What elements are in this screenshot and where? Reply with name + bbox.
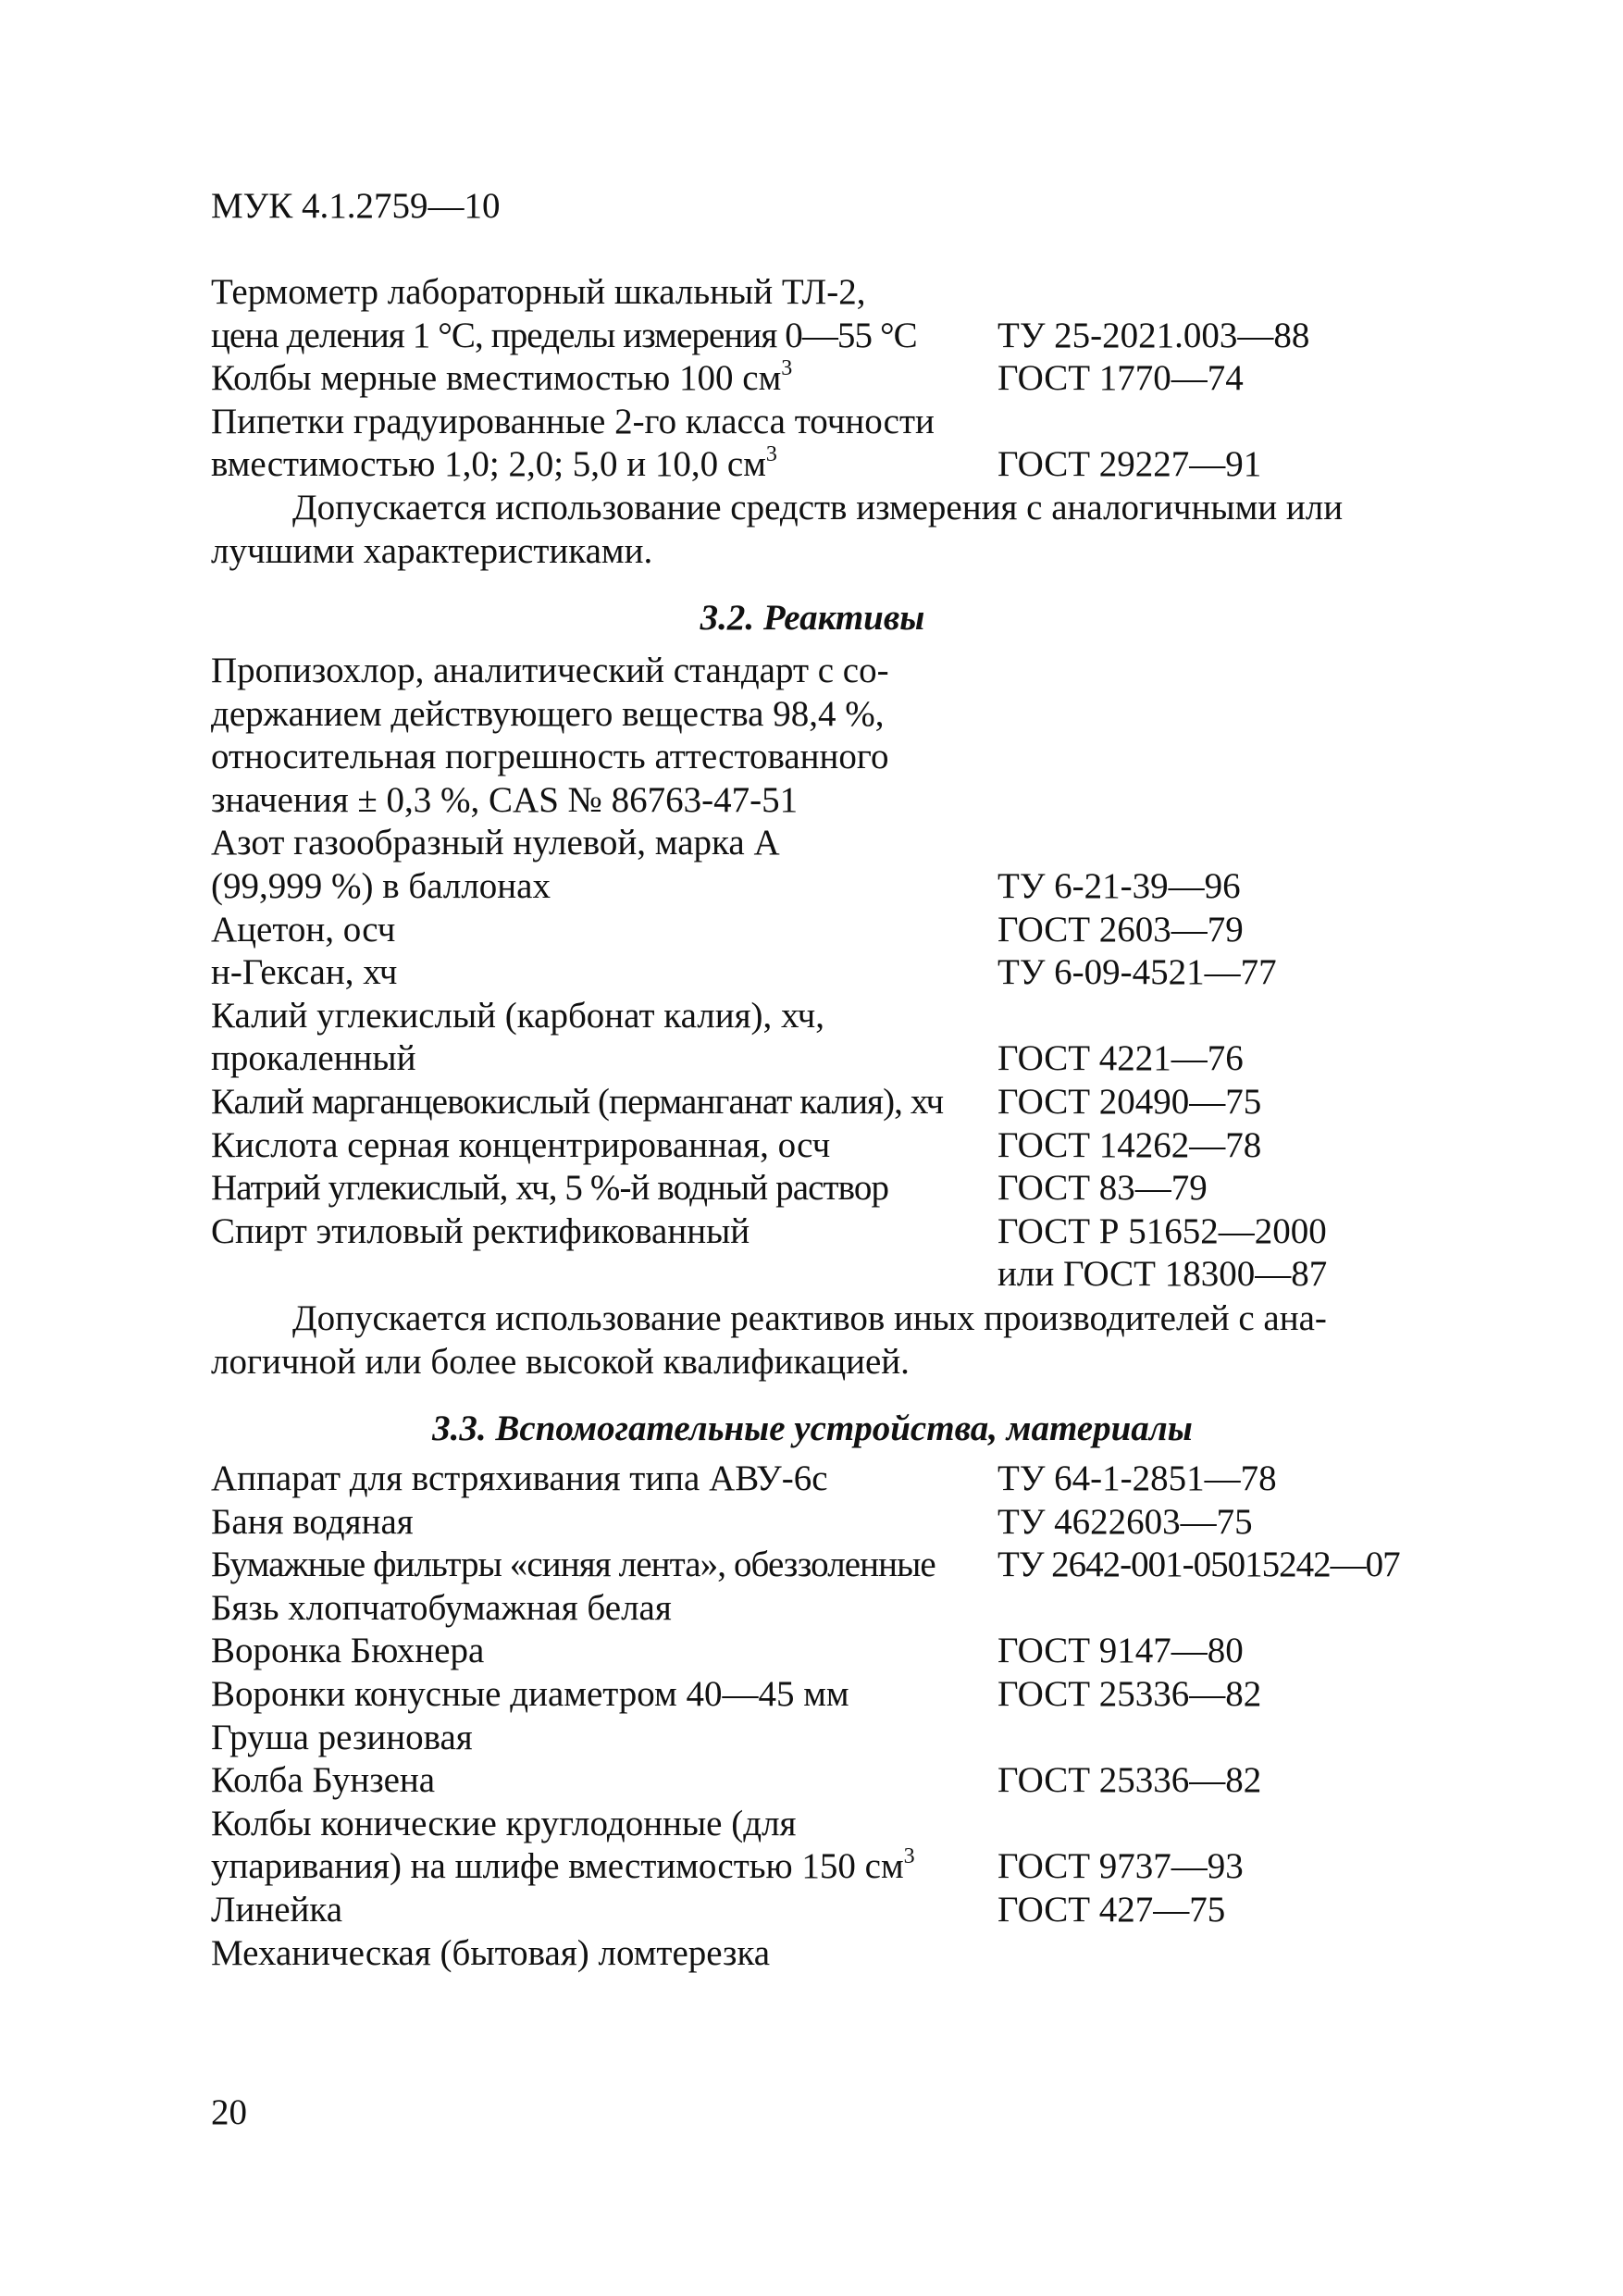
superscript: 3 [781, 356, 793, 381]
superscript: 3 [903, 1844, 915, 1869]
list-row: Натрий углекислый, хч, 5 %-й водный раствор ГОСТ 83—79 [211, 1168, 1208, 1209]
list-row: Линейка ГОСТ 427—75 [211, 1889, 1226, 1930]
list-row: Воронки конусные диаметром 40—45 мм ГОСТ 25336—82 [211, 1673, 1262, 1714]
list-row: Колбы конические круглодонные (для [211, 1803, 797, 1843]
list-row: упаривания) на шлифе вместимостью 150 $см^3$ ГОСТ 9737—93 [211, 1844, 1244, 1887]
list-row: Калий углекислый (карбонат калия), хч, [211, 995, 824, 1036]
list-row: Бумажные фильтры «синяя лента», обеззоленные ТУ 2642-001-05015242—07 [211, 1545, 1400, 1585]
list-row: цена деления 1 °С, пределы измерения 0—55 °С ТУ 25-2021.003—88 [211, 315, 1310, 355]
reagents-list [211, 650, 1414, 1297]
section-heading-reagents: 3.2. Реактивы [700, 598, 925, 638]
list-row: значения ± 0,3 %, CAS № 86763-47-51 [211, 779, 799, 820]
list-row: Калий марганцевокислый (перманганат калия), хч ГОСТ 20490—75 [211, 1081, 1262, 1122]
reagents-note: Допускается использование реактивов иных производителей с ана- логичной или более высокой квалификацией. [211, 1298, 1327, 1382]
list-row: Спирт этиловый ректификованный ГОСТ Р 51652—2000 [211, 1210, 1327, 1251]
section-heading-auxiliary: 3.3. Вспомогательные устройства, материалы [432, 1409, 1193, 1448]
list-row: Пропизохлор, аналитический стандарт с со- [211, 651, 889, 690]
list-row: Груша резиновая [211, 1717, 473, 1757]
list-row: Аппарат для встряхивания типа АВУ-6с ТУ 64-1-2851—78 [211, 1458, 1277, 1498]
list-row: Баня водяная ТУ 4622603—75 [211, 1501, 1253, 1542]
list-row: Термометр лабораторный шкальный ТЛ-2, [211, 272, 866, 312]
list-row: Ацетон, осч ГОСТ 2603—79 [211, 909, 1244, 949]
running-header: МУК 4.1.2759—10 [211, 186, 501, 226]
list-row: Колба Бунзена ГОСТ 25336—82 [211, 1760, 1262, 1801]
list-row: относительная погрешность аттестованного [211, 737, 889, 777]
list-row: вместимостью 1,0; 2,0; 5,0 и 10,0 $см^3$ ГОСТ 29227—91 [211, 442, 1262, 485]
list-row: или ГОСТ 18300—87 [997, 1254, 1328, 1295]
list-row: Механическая (бытовая) ломтерезка [211, 1932, 771, 1973]
list-row: Кислота серная концентрированная, осч ГОСТ 14262—78 [211, 1124, 1262, 1165]
auxiliary-list [211, 1458, 1414, 1975]
instruments-note: Допускается использование средств измерения с аналогичными или лучшими характеристиками. [211, 488, 1344, 571]
list-row: держанием действующего вещества 98,4 %, [211, 693, 885, 734]
list-row: Азот газообразный нулевой, марка А [211, 823, 780, 863]
list-row: Воронка Бюхнера ГОСТ 9147—80 [211, 1631, 1244, 1671]
list-row: Колбы мерные вместимостью 100 $см^3$ ГОСТ 1770—74 [211, 356, 1244, 399]
list-row: Бязь хлопчатобумажная белая [211, 1587, 672, 1628]
list-row: н-Гексан, хч ТУ 6-09-4521—77 [211, 952, 1277, 993]
superscript: 3 [765, 442, 777, 467]
list-row: (99,999 %) в баллонах ТУ 6-21-39—96 [211, 865, 1241, 906]
list-row: Пипетки градуированные 2-го класса точности [211, 401, 935, 441]
list-row: прокаленный ГОСТ 4221—76 [211, 1038, 1244, 1079]
page-number: 20 [211, 2092, 247, 2132]
instruments-list [211, 271, 1414, 487]
